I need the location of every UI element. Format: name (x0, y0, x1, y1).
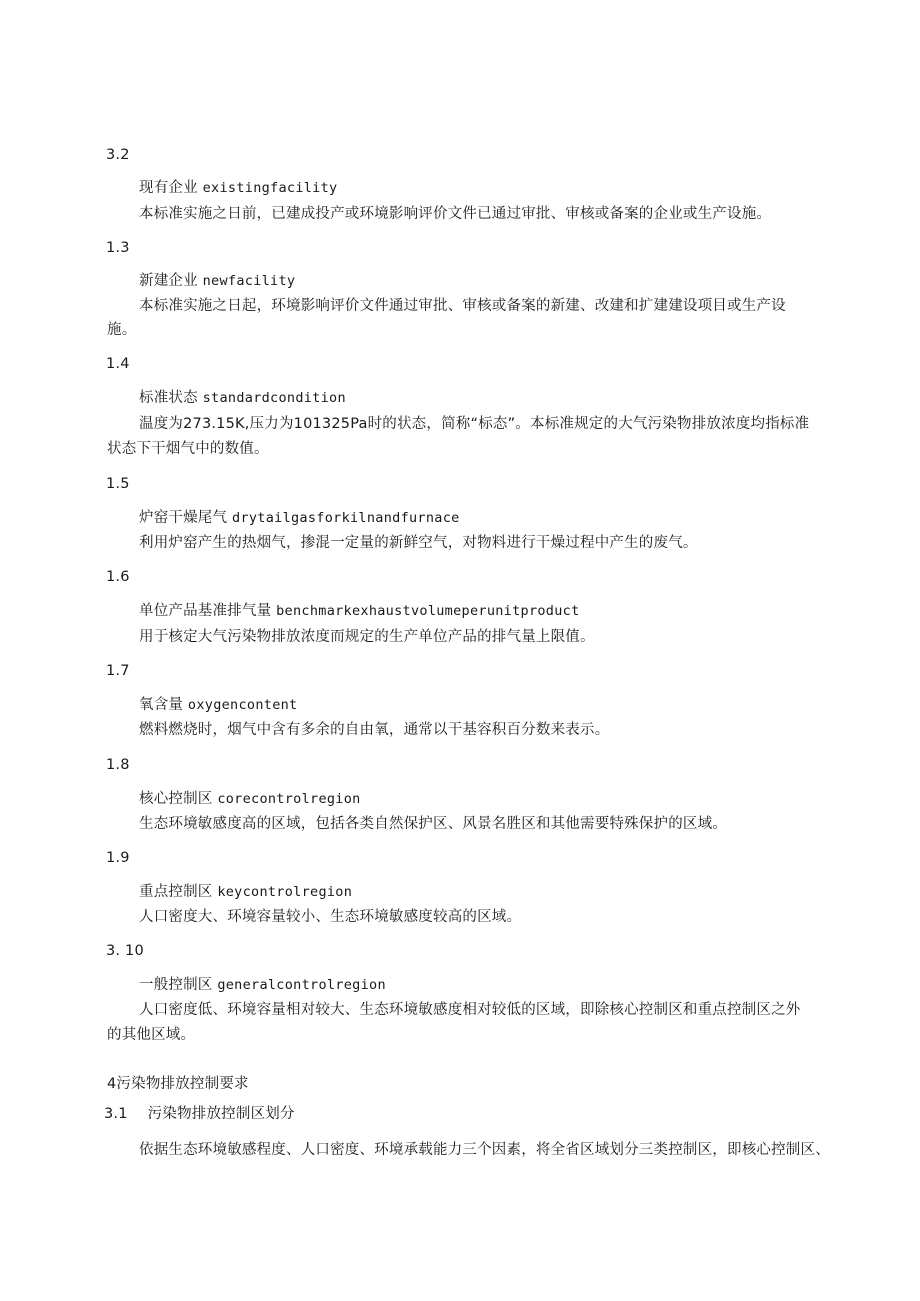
term-cn: 核心控制区 (139, 791, 213, 807)
term-en: newfacility (202, 273, 296, 289)
term-heading (139, 178, 337, 198)
definition-line: 的其他区域。 (107, 1027, 196, 1043)
section-heading: 4污染物排放控制要求 (107, 1076, 249, 1092)
term-cn: 炉窑干燥尾气 (139, 510, 228, 526)
definition-line: 温度为273.15K,压力为101325Pa时的状态，简称“标态”。本标准规定的大气污染物排放浓度均指标准 (139, 416, 810, 432)
definition-line: 本标准实施之日起，环境影响评价文件通过审批、审核或备案的新建、改建和扩建建设项目或生产设 (139, 298, 786, 314)
term-cn: 氧含量 (139, 697, 184, 713)
subsection-heading (104, 1104, 295, 1124)
clause-number: 1.7 (106, 663, 130, 679)
term-cn: 重点控制区 (139, 884, 213, 900)
subsection-number: 3.1 (104, 1106, 128, 1122)
definition-line: 用于核定大气污染物排放浓度而规定的生产单位产品的排气量上限值。 (139, 629, 595, 645)
subsection-title: 污染物排放控制区划分 (147, 1106, 295, 1122)
definition-line: 施。 (107, 322, 137, 338)
term-en: existingfacility (202, 180, 338, 196)
term-cn: 标准状态 (139, 390, 198, 406)
definition-line: 本标准实施之日前，已建成投产或环境影响评价文件已通过审批、审核或备案的企业或生产设施。 (139, 206, 772, 222)
clause-number: 1.6 (106, 569, 130, 585)
term-heading (139, 601, 580, 621)
term-heading (139, 975, 386, 995)
term-cn: 单位产品基准排气量 (139, 603, 272, 619)
term-heading (139, 508, 460, 528)
term-heading (139, 271, 295, 291)
term-cn: 新建企业 (139, 273, 198, 289)
term-cn: 一般控制区 (139, 977, 213, 993)
clause-number: 1.9 (106, 850, 130, 866)
term-en: drytailgasforkilnandfurnace (232, 510, 460, 526)
term-en: oxygencontent (187, 697, 298, 713)
term-en: benchmarkexhaustvolumeperunitproduct (276, 603, 580, 619)
paragraph-line: 依据生态环境敏感程度、人口密度、环境承载能力三个因素，将全省区域划分三类控制区，即核心控制区、 (139, 1142, 830, 1158)
term-heading (139, 388, 346, 408)
definition-line: 人口密度大、环境容量较小、生态环境敏感度较高的区域。 (139, 909, 522, 925)
definition-line: 燃料燃烧时，烟气中含有多余的自由氧，通常以干基容积百分数来表示。 (139, 722, 610, 738)
clause-number: 1.4 (106, 356, 130, 372)
definition-line: 生态环境敏感度高的区域，包括各类自然保护区、风景名胜区和其他需要特殊保护的区域。 (139, 816, 727, 832)
clause-number: 1.8 (106, 757, 130, 773)
term-en: standardcondition (202, 390, 346, 406)
definition-line: 人口密度低、环境容量相对较大、生态环境敏感度相对较低的区域，即除核心控制区和重点控制区之外 (139, 1002, 801, 1018)
clause-number: 1.5 (106, 476, 130, 492)
definition-line: 状态下干烟气中的数值。 (107, 441, 269, 457)
term-heading (139, 882, 352, 902)
definition-line: 利用炉窑产生的热烟气，掺混一定量的新鲜空气，对物料进行干燥过程中产生的废气。 (139, 535, 698, 551)
clause-number: 3. 10 (106, 943, 144, 959)
term-en: keycontrolregion (217, 884, 353, 900)
term-en: corecontrolregion (217, 791, 361, 807)
term-cn: 现有企业 (139, 180, 198, 196)
clause-number: 1.3 (106, 240, 130, 256)
term-heading (139, 695, 297, 715)
clause-number: 3.2 (106, 147, 130, 163)
term-en: generalcontrolregion (217, 977, 386, 993)
term-heading (139, 789, 361, 809)
